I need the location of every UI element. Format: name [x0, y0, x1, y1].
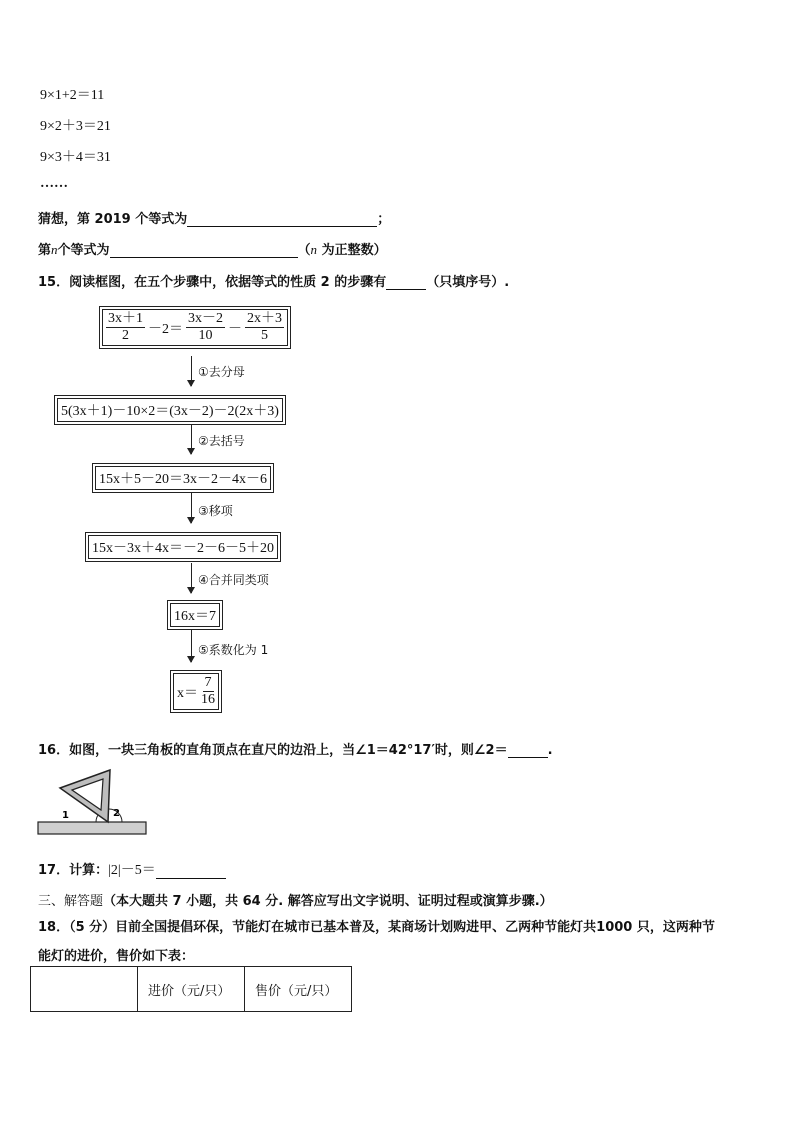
flow-step-2: ②去括号	[198, 434, 245, 448]
table-header-sale-price: 售价（元/只）	[245, 967, 352, 1012]
flow-step-1: ①去分母	[198, 365, 245, 379]
q17-expression: |2|－5＝	[108, 863, 156, 878]
fraction-3-den: 5	[261, 328, 268, 343]
flow-box-1	[99, 306, 291, 349]
fraction-result-den: 16	[201, 692, 215, 707]
q15-number: 15．	[38, 275, 70, 290]
q15-answer-blank[interactable]	[386, 275, 426, 290]
equation-line-1: 9×1+2＝11	[40, 88, 105, 103]
fraction-2-num: 3x－2	[188, 311, 223, 326]
section-3-note: （本大题共 7 小题，共 64 分. 解答应写出文字说明、证明过程或演算步骤.）	[103, 894, 553, 909]
flow-box-4	[85, 532, 281, 562]
q18-line-2: 能灯的进价，售价如下表：	[38, 949, 195, 964]
fraction-1-num: 3x＋1	[108, 311, 143, 326]
equation-line-3: 9×3＋4＝31	[40, 150, 111, 165]
ruler	[38, 822, 146, 834]
q16-text: 如图，一块三角板的直角顶点在直尺的边沿上，当∠1＝42°17′时，则∠2＝	[69, 743, 508, 758]
q17-text: 计算：	[69, 863, 109, 878]
q17-number: 17．	[38, 863, 70, 878]
flow-box-3	[92, 463, 274, 493]
flow-box-6	[170, 670, 222, 713]
q15-text-after: （只填序号）.	[426, 275, 510, 290]
fraction-3-num: 2x＋3	[247, 311, 282, 326]
table-header-empty	[31, 967, 138, 1012]
flow-box-2-text: 5(3x＋1)－10×2＝(3x－2)－2(2x＋3)	[57, 398, 283, 422]
q14-guess-prefix: 猜想，第 2019 个等式为	[38, 212, 188, 227]
flow-step-4: ④合并同类项	[198, 573, 269, 587]
q14-nth-prefix: 第	[38, 243, 52, 258]
box1-minus: －	[228, 321, 242, 337]
q17-abs-value: 2	[110, 863, 118, 878]
q14-nth-suffix-var: n	[310, 242, 318, 257]
q16-text-after: .	[547, 743, 553, 758]
q16-prompt	[38, 739, 553, 758]
q15-text: 阅读框图，在五个步骤中，依据等式的性质 2 的步骤有	[69, 275, 387, 290]
fraction-result-num: 7	[204, 675, 212, 690]
flow-box-2	[54, 395, 286, 425]
q17-prompt	[38, 859, 226, 879]
flow-arrow-2	[191, 424, 192, 454]
q14-guess-line	[38, 208, 390, 227]
fraction-result	[201, 675, 215, 708]
price-table	[30, 966, 352, 1012]
q14-nth-blank[interactable]	[110, 243, 298, 258]
flow-box-5	[167, 600, 223, 630]
q18-number: 18．	[38, 920, 70, 935]
flow-arrow-5	[191, 630, 192, 662]
flow-arrow-3	[191, 493, 192, 523]
q17-answer-blank[interactable]	[156, 864, 226, 879]
equation-line-2: 9×2＋3＝21	[40, 119, 111, 134]
q14-nth-suffix-2: 为正整数）	[317, 243, 387, 258]
flow-box-4-text: 15x－3x＋4x＝－2－6－5＋20	[88, 535, 278, 559]
fraction-1-den: 2	[122, 328, 129, 343]
flow-step-3: ③移项	[198, 504, 233, 518]
fraction-1	[106, 311, 145, 344]
triangle-ruler-figure	[36, 764, 150, 838]
q14-guess-blank[interactable]	[187, 212, 377, 227]
q14-nth-line	[38, 239, 387, 258]
flow-box-3-text: 15x＋5－20＝3x－2－4x－6	[95, 466, 271, 490]
q18-line-1	[38, 916, 715, 935]
box1-mid: －2＝	[148, 321, 183, 337]
box6-lhs: x＝	[177, 685, 198, 701]
table-header-purchase-price: 进价（元/只）	[138, 967, 245, 1012]
flow-box-5-text: 16x＝7	[170, 603, 220, 627]
ellipsis: ……	[40, 176, 68, 191]
angle-2-label: 2	[113, 808, 120, 819]
flow-step-5: ⑤系数化为 1	[198, 643, 269, 657]
q14-guess-suffix: ；	[377, 212, 391, 227]
flow-arrow-4	[191, 563, 192, 593]
flow-arrow-1	[191, 356, 192, 386]
q16-number: 16．	[38, 743, 70, 758]
q16-answer-blank[interactable]	[508, 743, 548, 758]
q14-nth-suffix: （	[297, 243, 311, 258]
section-3-title: 三、解答题	[38, 894, 104, 909]
q14-nth-var: n	[51, 242, 58, 257]
fraction-2-den: 10	[198, 328, 213, 343]
q17-rest: －5＝	[120, 863, 156, 878]
table-row	[31, 967, 352, 1012]
q18-points: （5 分）	[69, 920, 116, 935]
angle-1-label: 1	[62, 810, 69, 821]
q18-text-line-1: 目前全国提倡环保，节能灯在城市已基本普及，某商场计划购进甲、乙两种节能灯共1000 只，这两种节	[115, 920, 715, 935]
q15-prompt	[38, 271, 509, 290]
fraction-3	[245, 311, 284, 344]
q14-nth-prefix-2: 个等式为	[57, 243, 110, 258]
section-3-heading	[38, 890, 553, 909]
fraction-2	[186, 311, 225, 344]
